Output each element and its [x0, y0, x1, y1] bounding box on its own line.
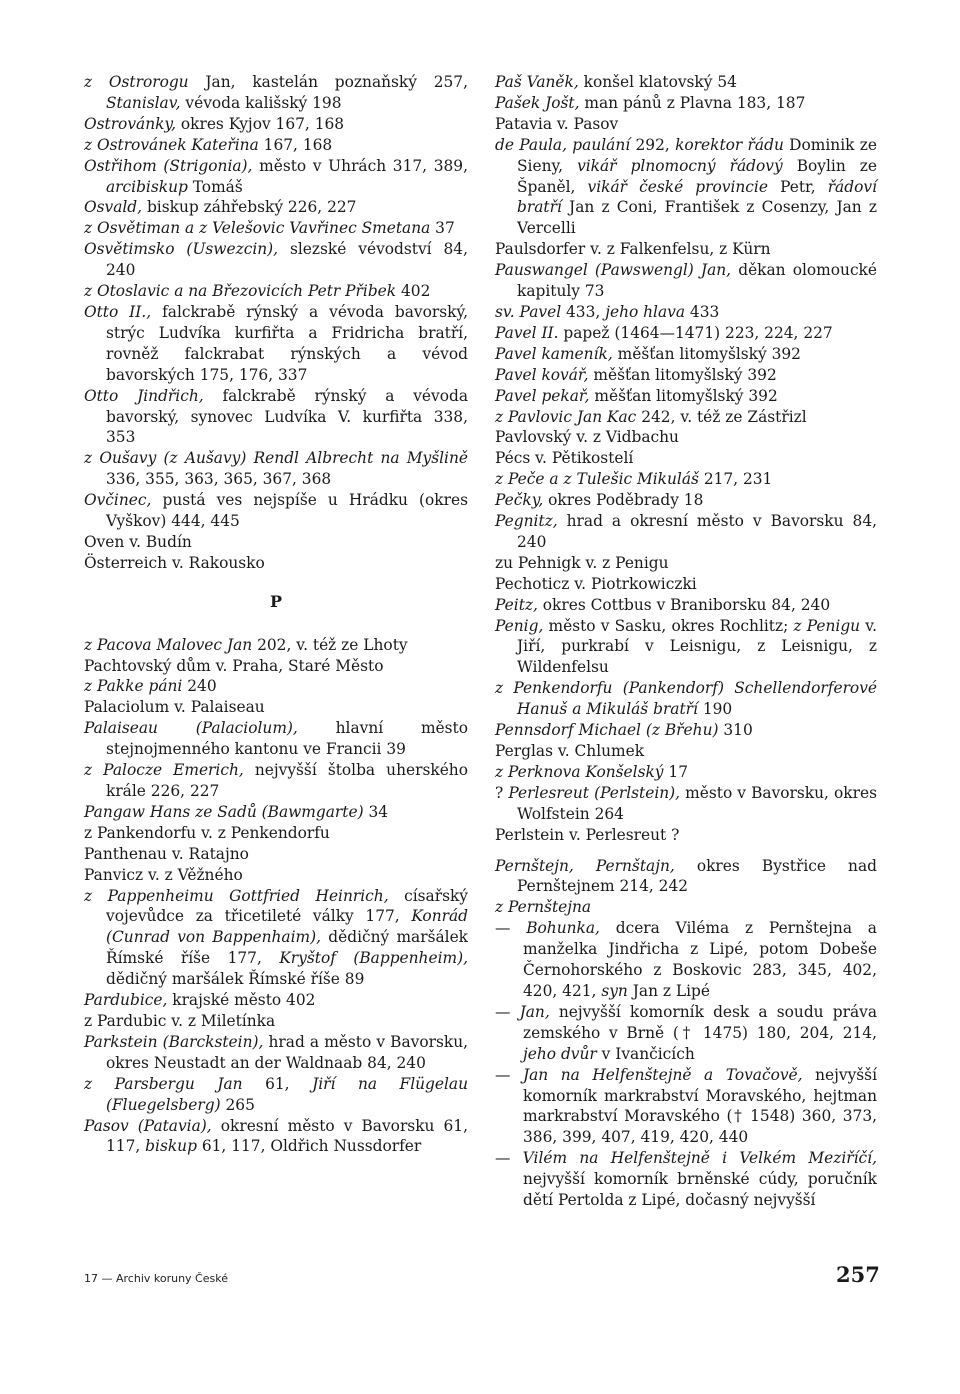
index-entry: Pardubice, krajské město 402 [84, 991, 316, 1010]
footer-signature: 17 — Archiv koruny České [84, 1272, 228, 1285]
index-entry: Patavia v. Pasov [495, 114, 619, 133]
index-entry: Otto Jindřich, falckrabě rýnský a vévoda bavorský, synovec Ludvíka V. kurfiřta 338, 353 [84, 386, 468, 447]
index-entry: Pauswangel (Pawswengl) Jan, děkan olomoucké kapituly 73 [495, 261, 877, 301]
page-number: 257 [836, 1262, 880, 1287]
index-entry: z Ostrovánek Kateřina 167, 168 [84, 135, 333, 154]
index-entry: Osvětimsko (Uswezcin), slezské vévodství 84, 240 [84, 240, 468, 280]
index-entry: z Oušavy (z Aušavy) Rendl Albrecht na Myšlině 336, 355, 363, 365, 367, 368 [84, 449, 468, 489]
index-entry: Osvald, biskup záhřebský 226, 227 [84, 198, 357, 217]
index-entry: Perglas v. Chlumek [495, 742, 645, 760]
index-entry: Pachtovský dům v. Praha, Staré Město [84, 656, 384, 675]
index-entry: Parkstein (Barckstein), hrad a město v Bavorsku, okres Neustadt an der Waldnaab 84, 240 [84, 1032, 469, 1072]
index-entry: Pernštejn, Pernštajn, okres Bystřice nad Pernštejnem 214, 242 [495, 856, 877, 896]
index-entry: ? Perlesreut (Perlstein), město v Bavorsku, okres Wolfstein 264 [495, 783, 877, 823]
index-entry: — Jan, nejvyšší komorník desk a soudu práva zemského v Brně († 1475) 180, 204, 214, jeho dvůr v Ivančicích [495, 1002, 877, 1063]
index-entry: Pangaw Hans ze Sadů (Bawmgarte) 34 [84, 802, 389, 821]
index-entry: z Penkendorfu (Pankendorf) Schellendorferové Hanuš a Mikuláš bratří 190 [495, 679, 877, 719]
index-entry: Oven v. Budín [84, 532, 192, 551]
index-entry: Penig, město v Sasku, okres Rochlitz; z Penigu v. Jiří, purkrabí v Leisnigu, z Leisnigu, z Wildenfelsu [495, 616, 878, 677]
index-entry: z Pankendorfu v. z Penkendorfu [84, 823, 330, 842]
index-entry: Pašek Jošt, man pánů z Plavna 183, 187 [495, 93, 806, 112]
index-entry: Otto II., falckrabě rýnský a vévoda bavorský, strýc Ludvíka kurfiřta a Fridricha bratří, rovněž falckrabat rýnských a vévod bavorských 175, 176, 337 [84, 302, 468, 384]
index-entry: — Bohunka, dcera Viléma z Pernštejna a manželka Jindřicha z Lipé, potom Dobeše Černohorského z Boskovic 283, 345, 402, 420, 421, syn Jan z Lipé [495, 919, 877, 1000]
index-entry: z Pernštejna [495, 898, 592, 917]
index-entry: Paulsdorfer v. z Falkenfelsu, z Kürn [495, 240, 771, 259]
index-entry: Pavel kovář, měšťan litomyšlský 392 [495, 365, 777, 384]
index-entry: Pechoticz v. Piotrkowiczki [495, 574, 697, 593]
index-entry: Pečky, okres Poděbrady 18 [495, 491, 704, 510]
index-entry: Ovčinec, pustá ves nejspíše u Hrádku (okres Vyškov) 444, 445 [84, 491, 468, 531]
index-entry: Pavel II. papež (1464—1471) 223, 224, 227 [495, 323, 833, 342]
index-entry: Pasov (Patavia), okresní město v Bavorsku 61, 117, biskup 61, 117, Oldřich Nussdorfer [84, 1116, 468, 1156]
index-entry: z Palocze Emerich, nejvyšší štolba uherského krále 226, 227 [84, 761, 468, 800]
index-entry: Österreich v. Rakousko [84, 553, 265, 572]
index-entry: z Pardubic v. z Miletínka [84, 1011, 276, 1030]
index-entry: Ostřihom (Strigonia), město v Uhrách 317, 389, arcibiskup Tomáš [84, 156, 468, 196]
index-entry: de Paula, paulání 292, korektor řádu Dominik ze Sieny, vikář plnomocný řádový Boylin ze Španěl, vikář české provincie Petr, řádoví bratří Jan z Coni, František z Cosenzy, Jan z Vercelli [495, 135, 877, 238]
index-entry: Pegnitz, hrad a okresní město v Bavorsku 84, 240 [495, 512, 877, 551]
letter-heading: P [269, 591, 283, 611]
index-entry: Ostrovánky, okres Kyjov 167, 168 [84, 114, 345, 133]
left-column [84, 72, 468, 1157]
index-entries-p-continued [495, 72, 877, 1211]
index-entry: z Peče a z Tulešic Mikuláš 217, 231 [495, 470, 773, 489]
index-entry: Paš Vaněk, konšel klatovský 54 [495, 73, 737, 91]
index-entry: Pécs v. Pětikostelí [495, 449, 634, 468]
index-entry: Peitz, okres Cottbus v Braniborsku 84, 240 [495, 595, 831, 614]
index-entry: z Parsbergu Jan 61, Jiří na Flügelau (Fluegelsberg) 265 [84, 1074, 469, 1114]
index-entry: Pennsdorf Michael (z Břehu) 310 [495, 721, 753, 740]
index-entry: Panvicz v. z Věžného [84, 865, 243, 884]
index-entry: z Otoslavic a na Březovicích Petr Přibek 402 [84, 282, 431, 301]
index-entry: Perlstein v. Perlesreut ? [495, 825, 680, 844]
index-entry: Palaiseau (Palaciolum), hlavní město stejnojmenného kantonu ve Francii 39 [84, 719, 468, 759]
index-entry: Pavlovský v. z Vidbachu [495, 428, 679, 447]
index-entry: Panthenau v. Ratajno [84, 844, 249, 863]
right-column [495, 72, 877, 1211]
index-entries-p [84, 635, 468, 1158]
index-entry: Pavel kameník, měšťan litomyšlský 392 [495, 344, 801, 363]
index-entry: Pavel pekař, měšťan litomyšlský 392 [495, 386, 778, 405]
index-entries-o [84, 72, 468, 574]
index-entry: z Osvětiman a z Velešovic Vavřinec Smetana 37 [84, 219, 455, 238]
index-entry: Palaciolum v. Palaiseau [84, 698, 265, 717]
index-entry: — Jan na Helfenštejně a Tovačově, nejvyšší komorník markrabství Moravského, hejtman markrabství Moravského († 1548) 360, 373, 386, 399, 407, 419, 420, 440 [495, 1065, 878, 1147]
index-entry: z Perknova Konšelský 17 [495, 762, 688, 781]
index-entry: z Pakke páni 240 [84, 677, 217, 696]
index-entry: z Pavlovic Jan Kac 242, v. též ze Zástřizl [495, 407, 807, 426]
index-entry: z Ostrorogu Jan, kastelán poznaňský 257, Stanislav, vévoda kališský 198 [84, 73, 468, 112]
index-entry: z Pappenheimu Gottfried Heinrich, císařský vojevůdce za třicetileté války 177, Konrád (Cunrad von Bappenhaim), dědičný maršálek Římské říše 177, Kryštof (Bappenheim), dědičný maršálek Římské říše 89 [84, 886, 468, 989]
index-entry: zu Pehnigk v. z Penigu [495, 553, 669, 572]
index-entry: — Vilém na Helfenštejně i Velkém Meziříčí, nejvyšší komorník brněnské cúdy, poručník dětí Pertolda z Lipé, dočasný nejvyšší [495, 1149, 877, 1210]
index-entry: z Pacova Malovec Jan 202, v. též ze Lhoty [84, 635, 408, 654]
index-entry: sv. Pavel 433, jeho hlava 433 [495, 302, 720, 321]
